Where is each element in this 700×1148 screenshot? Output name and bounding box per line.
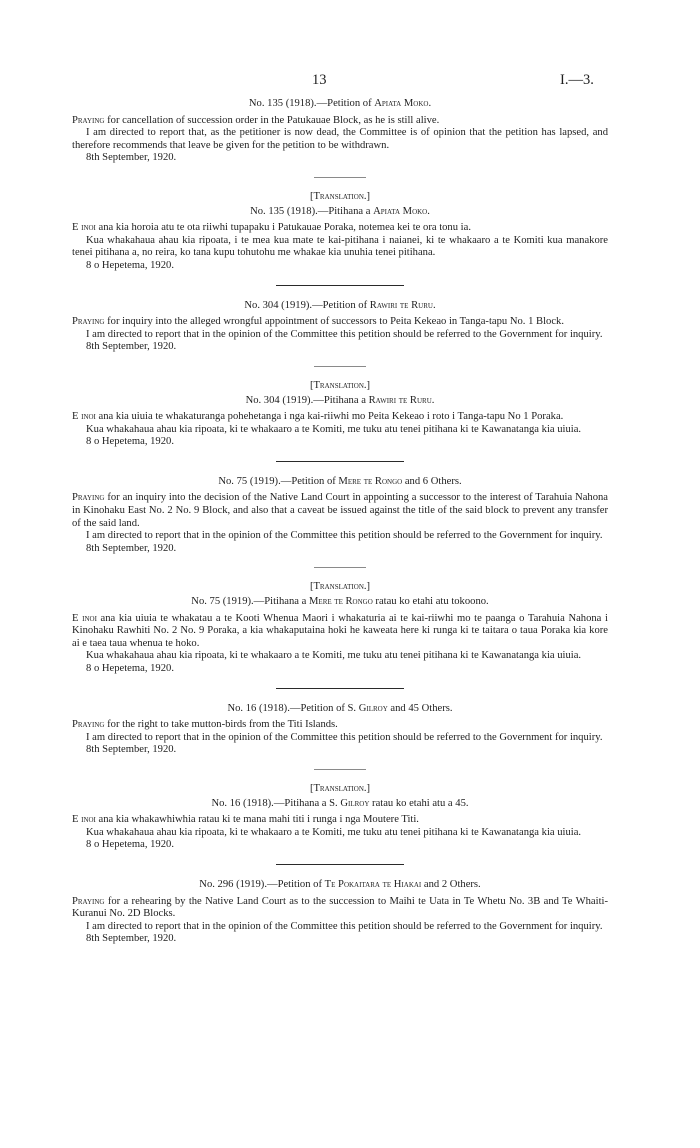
report-date: 8th September, 1920. — [86, 542, 177, 554]
prayer-lead-word: E inoi — [72, 411, 96, 423]
prayer-lead-word: Praying — [72, 316, 105, 328]
prayer-text: for cancellation of succession order in the Patukauae Block, as he is still alive. — [104, 114, 440, 126]
translation-divider — [314, 366, 366, 367]
heading-text: No. 16 (1918).—Pitihana a S. — [211, 797, 341, 809]
report-date: 8th September, 1920. — [86, 933, 177, 945]
page-body — [72, 98, 608, 946]
committee-report: I am directed to report that in the opinion of the Committee this petition should be referred to the Government for inquiry. — [86, 328, 603, 340]
prayer-text: for the right to take mutton-birds from the Titi Islands. — [104, 719, 338, 731]
heading-suffix: . — [431, 394, 435, 406]
prayer-text: ana kia uiuia te whakatau a te Kooti Whenua Maori i whakaturia ai te kai-riiwhi mo te paanga o Tarahuia Nahona i Kinohaku Rawhiti No. 2 No. 9 Poraka, a kia whakaputaina hoki he kaweata here ki runga ki te taitara o taua Poraka kia kore ai e taea taua whenua te hoko. — [72, 612, 608, 649]
translation-report: Kua whakahaua ahau kia ripoata, ki te whakaaro a te Komiti, me tuku atu tenei pitihana ki te Kawanatanga kia uiuia. — [86, 423, 582, 435]
translation-label-text: [Translation.] — [309, 379, 371, 391]
heading-text: No. 75 (1919).—Pitihana a — [191, 596, 309, 608]
heading-suffix: . — [432, 299, 436, 311]
petition-heading — [72, 703, 608, 716]
translation-label-text: [Translation.] — [309, 190, 371, 202]
petition-section — [72, 98, 608, 273]
petition-heading — [72, 98, 608, 111]
prayer-text: for an inquiry into the decision of the Native Land Court in appointing a successor to the interest of Tarahuia Nahona in Kinohaku East No. 2 No. 9 Block, and also that a caveat be issued against the title of the said block to prevent any transfer of the said land. — [72, 492, 608, 529]
report-date: 8th September, 1920. — [86, 152, 177, 164]
page-number: 13 — [312, 72, 327, 88]
petitioner-name: Rawiri te Ruru — [369, 299, 433, 311]
translation-date: 8 o Hepetema, 1920. — [86, 436, 174, 448]
heading-text: No. 75 (1919).—Petition of — [218, 475, 339, 487]
translation-heading — [72, 395, 608, 408]
section-divider — [276, 688, 404, 689]
prayer-text: for inquiry into the alleged wrongful appointment of successors to Peita Kekeao in Tanga-tapu No. 1 Block. — [104, 316, 564, 328]
petition-heading — [72, 300, 608, 313]
petition-heading — [72, 476, 608, 489]
translation-divider — [314, 769, 366, 770]
heading-suffix: and 6 Others. — [402, 475, 462, 487]
petitioner-name: Te Pokaitara te Hiakai — [324, 878, 422, 890]
prayer-text: ana kia whakawhiwhia ratau ki te mana mahi titi i runga i nga Moutere Titi. — [95, 814, 419, 826]
prayer-lead-word: Praying — [72, 114, 105, 126]
heading-suffix: and 2 Others. — [421, 878, 481, 890]
translation-prayer — [72, 814, 608, 827]
paper-reference: I.—3. — [560, 72, 594, 88]
committee-report: I am directed to report that in the opinion of the Committee this petition should be referred to the Government for inquiry. — [86, 530, 603, 542]
translation-heading — [72, 206, 608, 219]
petition-section — [72, 476, 608, 676]
translation-label — [72, 191, 608, 204]
translation-report: Kua whakahaua ahau kia ripoata, ki te whakaaro a te Komiti, me tuku atu tenei pitihana ki te Kawanatanga kia uiuia. — [86, 826, 582, 838]
prayer-paragraph — [72, 316, 608, 329]
translation-prayer — [72, 613, 608, 651]
translation-label-text: [Translation.] — [309, 782, 371, 794]
translation-divider — [314, 177, 366, 178]
translation-heading — [72, 798, 608, 811]
translation-label — [72, 783, 608, 796]
heading-text: No. 304 (1919).—Pitihana a — [245, 394, 369, 406]
petitioner-name: Apiata Moko — [374, 98, 429, 109]
petitioner-name: Apiata Moko — [373, 205, 428, 217]
heading-text: No. 16 (1918).—Petition of S. — [227, 702, 359, 714]
translation-label — [72, 380, 608, 393]
petitioner-name: Rawiri te Ruru — [368, 394, 432, 406]
prayer-paragraph — [72, 115, 608, 128]
heading-suffix: ratau ko etahi atu a 45. — [369, 797, 469, 809]
committee-report: I am directed to report that, as the petitioner is now dead, the Committee is of opinion that the petition has lapsed, and therefore recommends that leave be given for the petition to be withdrawn. — [72, 127, 608, 151]
prayer-lead-word: Praying — [72, 895, 105, 907]
section-divider — [276, 461, 404, 462]
prayer-lead-word: E inoi — [72, 222, 96, 234]
prayer-lead-word: E inoi — [72, 814, 96, 826]
prayer-lead-word: Praying — [72, 492, 105, 504]
translation-report: Kua whakahaua ahau kia ripoata, i te mea kua mate te kai-pitihana i naianei, ki te whakaaro a te Komiti kua manakore tenei pitihana a, no reira, ko tana kupu tohutohu me whakae kia unuhia tenei pitihana. — [72, 234, 608, 259]
translation-report: Kua whakahaua ahau kia ripoata, ki te whakaaro a te Komiti, me tuku atu tenei pitihana ki te Kawanatanga kia uiuia. — [86, 650, 582, 662]
heading-suffix: and 45 Others. — [387, 702, 453, 714]
petitioner-name: Mere te Rongo — [309, 596, 373, 608]
heading-text: No. 296 (1919).—Petition of — [199, 878, 325, 890]
petition-section — [72, 879, 608, 946]
prayer-lead-word: E inoi — [72, 612, 97, 624]
petitioner-name: Mere te Rongo — [338, 475, 403, 487]
translation-date: 8 o Hepetema, 1920. — [86, 663, 174, 674]
heading-text: No. 135 (1918).—Pitihana a — [250, 205, 374, 217]
translation-divider — [314, 567, 366, 568]
petition-heading — [72, 879, 608, 892]
committee-report: I am directed to report that in the opinion of the Committee this petition should be referred to the Government for inquiry. — [86, 920, 603, 932]
committee-report: I am directed to report that in the opinion of the Committee this petition should be referred to the Government for inquiry. — [86, 731, 603, 743]
petitioner-name: Gilroy — [340, 797, 370, 809]
prayer-paragraph — [72, 719, 608, 732]
translation-label — [72, 581, 608, 594]
report-date: 8th September, 1920. — [86, 341, 177, 353]
prayer-text: ana kia uiuia te whakaturanga pohehetanga i nga kai-riiwhi mo Peita Kekeao i roto i Tanga-tapu No 1 Poraka. — [95, 411, 564, 423]
heading-text: No. 135 (1918).—Petition of — [248, 98, 375, 109]
petition-section — [72, 300, 608, 449]
translation-date: 8 o Hepetema, 1920. — [86, 259, 174, 271]
translation-date: 8 o Hepetema, 1920. — [86, 839, 174, 851]
petition-section — [72, 703, 608, 852]
translation-label-text: [Translation.] — [309, 581, 371, 593]
translation-prayer — [72, 411, 608, 424]
heading-suffix: ratau ko etahi atu tokoono. — [372, 596, 489, 608]
heading-suffix: . — [427, 205, 430, 217]
prayer-paragraph — [72, 492, 608, 530]
petitioner-name: Gilroy — [358, 702, 388, 714]
translation-prayer — [72, 222, 608, 235]
prayer-paragraph — [72, 896, 608, 921]
prayer-text: ana kia horoia atu te ota riiwhi tupapaku i Patukauae Poraka, notemea kei te ora tonu ia. — [95, 222, 471, 234]
prayer-lead-word: Praying — [72, 719, 105, 731]
heading-text: No. 304 (1919).—Petition of — [244, 299, 370, 311]
section-divider — [276, 285, 404, 286]
report-date: 8th September, 1920. — [86, 744, 177, 756]
section-divider — [276, 864, 404, 865]
prayer-text: for a rehearing by the Native Land Court as to the succession to Maihi te Uata in Te Whetu No. 3B and Te Whaiti-Kuranui No. 2D Blocks. — [72, 895, 608, 920]
heading-suffix: . — [428, 98, 432, 109]
translation-heading — [72, 596, 608, 609]
